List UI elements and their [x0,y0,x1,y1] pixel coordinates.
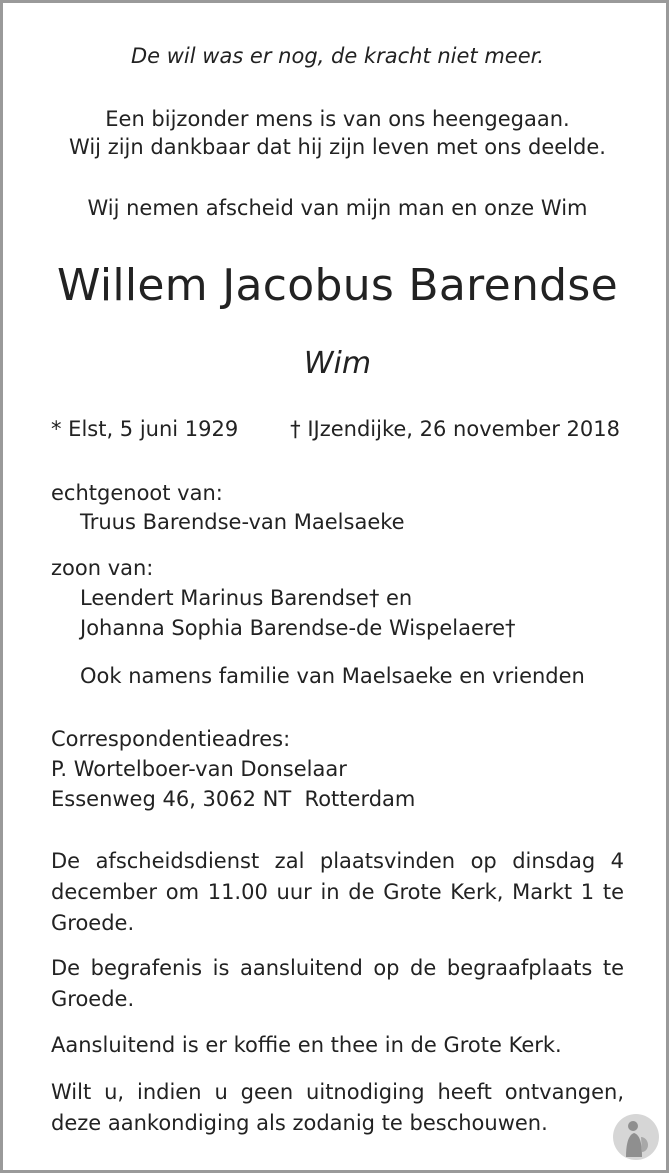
spouse-label: echtgenoot van: [51,481,223,505]
correspondence-label: Correspondentieadres: [51,727,291,751]
publisher-logo-icon [612,1113,660,1161]
birth-info: * Elst, 5 juni 1929 [51,417,239,441]
correspondence-address: Essenweg 46, 3062 NT Rotterdam [51,787,416,811]
deceased-name: Willem Jacobus Barendse [57,260,618,311]
intro-line-2: Wij zijn dankbaar dat hij zijn leven met ons deelde. [69,135,606,159]
service-paragraph: De afscheidsdienst zal plaatsvinden op dinsdag 4 december om 11.00 uur in de Grote Kerk, Markt 1 te Groede. [51,849,624,935]
mother-name: Johanna Sophia Barendse-de Wispelaere† [80,616,516,640]
notice-paragraph: Wilt u, indien u geen uitnodiging heeft ontvangen, deze aankondiging als zodanig te beschouwen. [51,1080,624,1135]
deceased-nickname: Wim [303,346,372,381]
death-info: † IJzendijke, 26 november 2018 [290,417,620,441]
also-on-behalf: Ook namens familie van Maelsaeke en vrienden [80,664,585,688]
farewell-line: Wij nemen afscheid van mijn man en onze Wim [87,196,588,220]
father-name: Leendert Marinus Barendse† en [80,586,413,610]
intro-line-1: Een bijzonder mens is van ons heengegaan. [105,107,570,131]
parents-label: zoon van: [51,556,154,580]
burial-paragraph: De begrafenis is aansluitend op de begraafplaats te Groede. [51,956,624,1011]
correspondence-name: P. Wortelboer-van Donselaar [51,757,347,781]
spouse-name: Truus Barendse-van Maelsaeke [80,510,405,534]
coffee-paragraph: Aansluitend is er koffie en thee in de Grote Kerk. [51,1033,562,1057]
motto: De wil was er nog, de kracht niet meer. [130,44,545,68]
